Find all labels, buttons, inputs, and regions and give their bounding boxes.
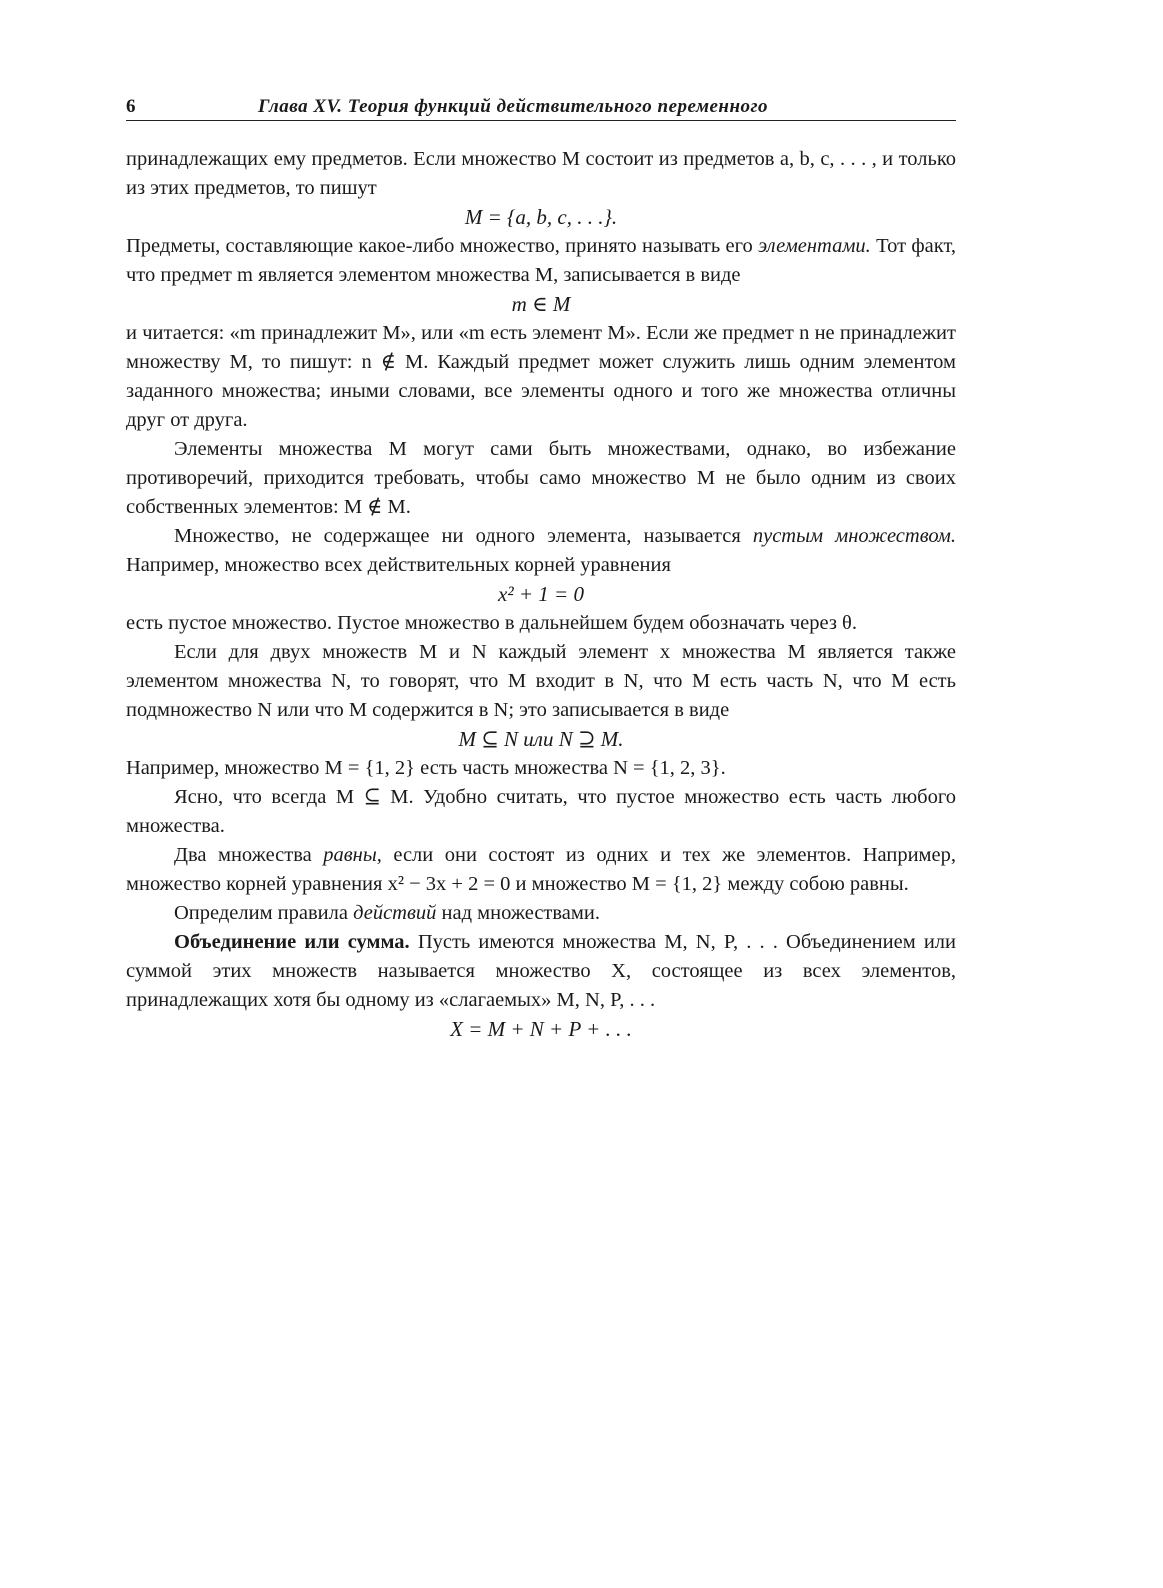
text: Определим правила <box>174 902 354 924</box>
formula: x² + 1 = 0 <box>498 582 584 606</box>
chapter-title: Глава XV. Теория функций действительного переменного <box>258 96 769 117</box>
paragraph <box>126 232 956 290</box>
text: если они состоят из одних и тех же элементов. Например, множество корней уравнения x² − 3x + 2 = 0 и множество M = {1, 2} между собою равны. <box>126 844 956 895</box>
paragraph: принадлежащих ему предметов. Если множество M состоит из предметов a, b, c, . . . , и только из этих предметов, то пишут <box>126 148 956 199</box>
text: Тот факт, что предмет m является элементом множества M, записывается в виде <box>126 235 956 286</box>
running-header <box>126 92 956 121</box>
formula: M ⊆ N или N ⊇ M. <box>458 727 624 751</box>
formula: m ∈ M <box>511 292 571 316</box>
paragraph: Если для двух множеств M и N каждый элемент x множества M является также элементом множества N, то говорят, что M входит в N, что M есть часть N, что M есть подмножество N или что M содержится в N; это записывается в виде <box>126 641 956 721</box>
term-elements: элементами. <box>758 235 871 257</box>
text: Например, множество всех действительных корней уравнения <box>126 554 671 576</box>
document-page <box>126 92 956 1044</box>
page-body <box>126 145 956 1044</box>
term-equal: равны, <box>323 844 382 866</box>
paragraph <box>126 928 956 1015</box>
paragraph: и читается: «m принадлежит M», или «m есть элемент M». Если же предмет n не принадлежит множеству M, то пишут: n ∉ M. Каждый предмет может служить лишь одним элементом заданного множества; иными словами, все элементы одного и того же множества отличны друг от друга. <box>126 322 956 431</box>
text: Множество, не содержащее ни одного элемента, называется <box>174 525 753 547</box>
text: Предметы, составляющие какое-либо множество, принято называть его <box>126 235 759 257</box>
page-number: 6 <box>126 96 136 117</box>
paragraph <box>126 899 956 928</box>
term-operations: действий <box>353 902 437 924</box>
section-heading-union: Объединение или сумма. <box>174 931 410 953</box>
paragraph <box>126 522 956 580</box>
paragraph: Например, множество M = {1, 2} есть часть множества N = {1, 2, 3}. <box>126 757 726 779</box>
text: Два множества <box>174 844 324 866</box>
text: Пусть имеются множества M, N, P, . . . Объединением или суммой этих множеств называется множество X, состоящее из всех элементов, принадлежащих хотя бы одному из «слагаемых» M, N, P, . . . <box>126 931 957 1011</box>
paragraph: Элементы множества M могут сами быть множествами, однако, во избежание противоречий, приходится требовать, чтобы само множество M не было одним из своих собственных элементов: M ∉ M. <box>126 438 956 518</box>
paragraph: есть пустое множество. Пустое множество в дальнейшем будем обозначать через θ. <box>126 612 857 634</box>
text: над множествами. <box>436 902 600 924</box>
paragraph <box>126 841 956 899</box>
paragraph: Ясно, что всегда M ⊆ M. Удобно считать, что пустое множество есть часть любого множества. <box>126 786 956 837</box>
term-empty-set: пустым множеством. <box>752 525 957 547</box>
formula: X = M + N + P + . . . <box>450 1017 632 1041</box>
formula: M = {a, b, c, . . .}. <box>464 205 618 229</box>
